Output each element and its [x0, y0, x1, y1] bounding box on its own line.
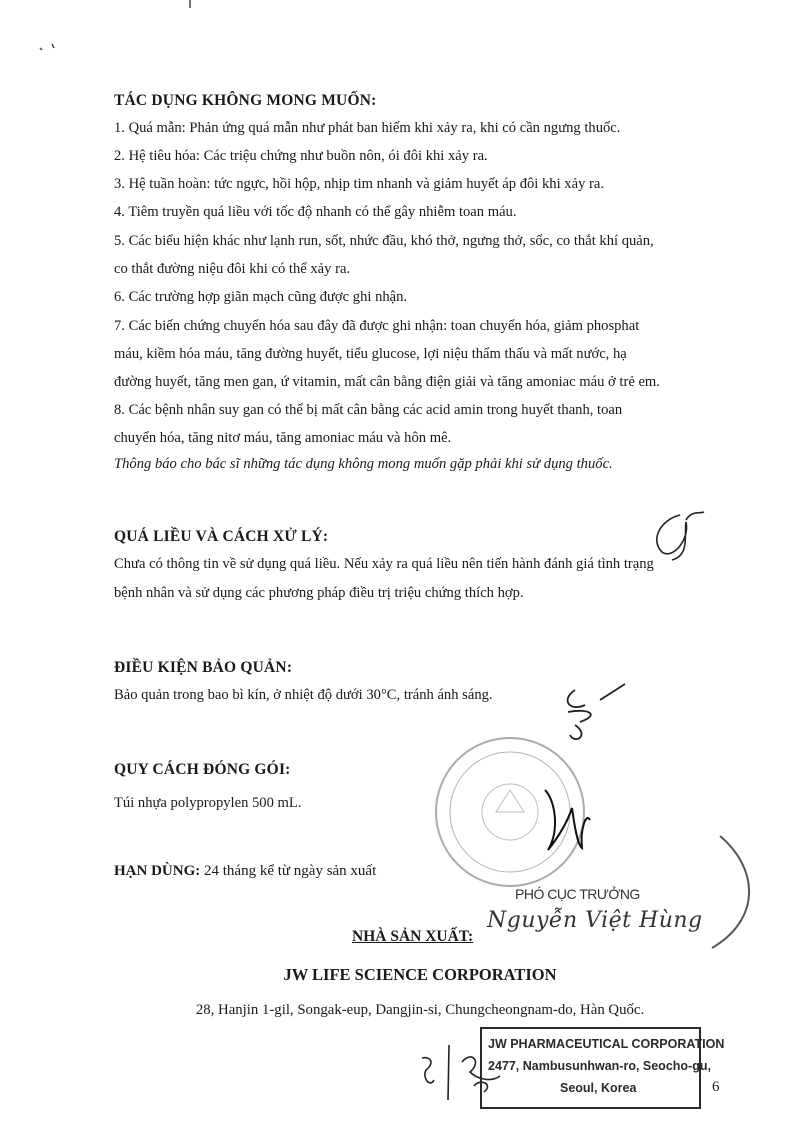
side-effects-line: 1. Quá mẫn: Phản ứng quá mẫn như phát ban hiếm khi xảy ra, khi có cần ngưng thuốc. [114, 120, 621, 136]
expiry-label: HẠN DÙNG: [114, 863, 201, 879]
approval-title: PHÓ CỤC TRƯỞNG [515, 886, 640, 902]
side-effects-line: máu, kiềm hóa máu, tăng đường huyết, tiểu glucose, lợi niệu thẩm thấu và mất nước, hạ [114, 346, 627, 362]
side-effects-line: 2. Hệ tiêu hóa: Các triệu chứng như buồn nôn, ói đôi khi xảy ra. [114, 148, 488, 164]
side-effects-line: 3. Hệ tuần hoàn: tức ngực, hồi hộp, nhịp tim nhanh và giảm huyết áp đôi khi xảy ra. [114, 176, 605, 192]
ministry-seal [436, 738, 584, 886]
side-effects-line: đường huyết, tăng men gan, ứ vitamin, mất cân bằng điện giải và tăng amoniac máu ở trẻ em. [114, 374, 660, 390]
packaging-text: Túi nhựa polypropylen 500 mL. [114, 795, 302, 811]
scan-speck [40, 0, 190, 50]
overdose-line: Chưa có thông tin về sử dụng quá liều. Nếu xảy ra quá liều nên tiến hành đánh giá tình trạng [114, 556, 654, 572]
side-effects-heading: TÁC DỤNG KHÔNG MONG MUỐN: [114, 92, 377, 109]
company-stamp-line: JW PHARMACEUTICAL CORPORATION [488, 1037, 725, 1051]
manufacturer-address: 28, Hanjin 1-gil, Songak-eup, Dangjin-si, Chungcheongnam-do, Hàn Quốc. [195, 1002, 645, 1018]
company-stamp-line: Seoul, Korea [560, 1081, 637, 1095]
manufacturer-label: NHÀ SẢN XUẤT: [352, 928, 474, 945]
approval-signer: Nguyễn Việt Hùng [487, 908, 703, 933]
expiry-text: 24 tháng kể từ ngày sản xuất [200, 863, 377, 879]
side-effects-line: chuyển hóa, tăng nitơ máu, tăng amoniac máu và hôn mê. [114, 430, 452, 446]
side-effects-line: 6. Các trường hợp giãn mạch cũng được ghi nhận. [114, 289, 408, 305]
side-effects-line: co thắt đường niệu đôi khi có thể xảy ra. [114, 261, 351, 277]
side-effects-note: Thông báo cho bác sĩ những tác dụng không mong muốn gặp phải khi sử dụng thuốc. [114, 456, 613, 472]
packaging-heading: QUY CÁCH ĐÓNG GÓI: [114, 761, 291, 778]
company-stamp [480, 1027, 725, 1109]
side-effects-line: 5. Các biểu hiện khác như lạnh run, sốt, nhức đầu, khó thở, ngưng thở, sốc, co thắt khí quản, [114, 233, 654, 249]
overdose-line: bệnh nhân và sử dụng các phương pháp điều trị triệu chứng thích hợp. [114, 585, 524, 601]
storage-text: Bảo quản trong bao bì kín, ở nhiệt độ dưới 30°C, tránh ánh sáng. [114, 687, 493, 703]
manufacturer-company: JW LIFE SCIENCE CORPORATION [283, 965, 557, 984]
side-effects-line: 7. Các biến chứng chuyển hóa sau đây đã được ghi nhận: toan chuyển hóa, giảm phosphat [114, 318, 640, 334]
initials-mark [568, 684, 625, 739]
storage-heading: ĐIỀU KIỆN BẢO QUẢN: [114, 659, 293, 676]
side-effects-line: 4. Tiêm truyền quá liều với tốc độ nhanh có thể gây nhiễm toan máu. [114, 204, 517, 220]
initials-mark [657, 512, 704, 560]
company-stamp-line: 2477, Nambusunhwan-ro, Seocho-gu, [488, 1059, 711, 1073]
overdose-heading: QUÁ LIỀU VÀ CÁCH XỬ LÝ: [114, 528, 329, 545]
handwritten-note [422, 1045, 449, 1100]
side-effects-line: 8. Các bệnh nhân suy gan có thể bị mất cân bằng các acid amin trong huyết thanh, toan [114, 402, 623, 418]
seal-fragment [712, 836, 749, 948]
page-number: 6 [712, 1079, 720, 1095]
